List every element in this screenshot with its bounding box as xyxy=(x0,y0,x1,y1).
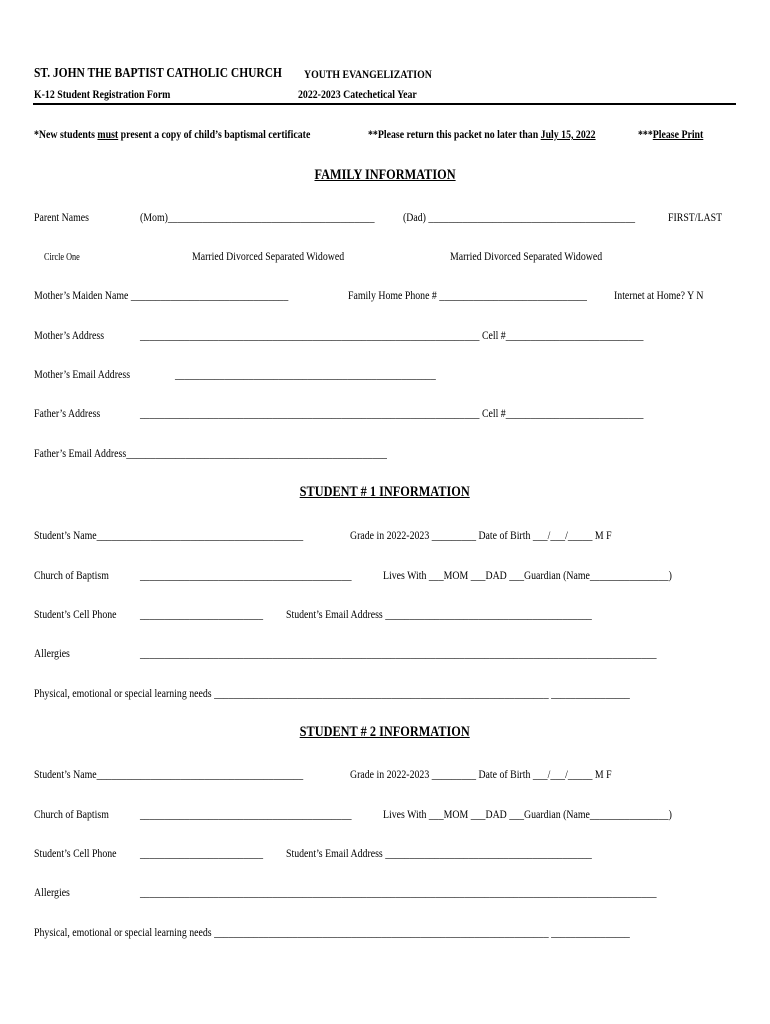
student1-name-field[interactable]: Student’s Name__________________________________________ xyxy=(34,528,304,542)
student2-needs-field[interactable]: Physical, emotional or special learning needs ____________________________________________________________________ ________________ xyxy=(34,925,630,939)
student2-grade-dob-field[interactable]: Grade in 2022-2023 _________ Date of Birth ___/___/_____ M F xyxy=(350,767,612,781)
church-name: ST. JOHN THE BAPTIST CATHOLIC CHURCH xyxy=(34,66,282,81)
mother-email-field[interactable]: _____________________________________________________ xyxy=(175,367,436,381)
father-email-field[interactable]: Father’s Email Address_____________________________________________________ xyxy=(34,446,387,460)
circle-one-label: Circle One xyxy=(44,252,80,263)
baptism-notice-pre: *New students xyxy=(34,127,98,141)
student1-heading xyxy=(0,483,770,501)
internet-at-home[interactable]: Internet at Home? Y N xyxy=(614,288,704,302)
baptism-notice-must: must xyxy=(97,127,119,141)
student1-email-field[interactable]: Student’s Email Address __________________________________________ xyxy=(286,607,592,621)
maiden-name-field[interactable]: Mother’s Maiden Name ________________________________ xyxy=(34,288,289,302)
student1-cell-field[interactable]: _________________________ xyxy=(140,607,263,621)
header-rule xyxy=(33,103,736,105)
student1-lives-with[interactable]: Lives With ___MOM ___DAD ___Guardian (Name________________) xyxy=(383,568,672,582)
ministry-name: YOUTH EVANGELIZATION xyxy=(304,67,432,81)
student1-heading-text: STUDENT # 1 INFORMATION xyxy=(299,484,471,500)
return-date: July 15, 2022 xyxy=(540,127,596,141)
mom-name-field[interactable]: (Mom)__________________________________________ xyxy=(140,210,375,224)
dad-marital-status[interactable]: Married Divorced Separated Widowed xyxy=(450,249,603,263)
student1-church-label: Church of Baptism xyxy=(34,568,109,582)
form-name: K-12 Student Registration Form xyxy=(34,87,171,101)
dad-name-field[interactable]: (Dad) __________________________________________ xyxy=(403,210,636,224)
student1-allergies-label: Allergies xyxy=(34,646,70,660)
student2-lives-with[interactable]: Lives With ___MOM ___DAD ___Guardian (Name________________) xyxy=(383,807,672,821)
parent-names-label: Parent Names xyxy=(34,210,89,224)
student2-allergies-label: Allergies xyxy=(34,885,70,899)
student2-heading xyxy=(0,723,770,741)
student2-name-field[interactable]: Student’s Name__________________________________________ xyxy=(34,767,304,781)
print-notice-text: Please Print xyxy=(652,127,704,141)
father-address-label: Father’s Address xyxy=(34,406,101,420)
student2-church-label: Church of Baptism xyxy=(34,807,109,821)
student1-church-field[interactable]: ___________________________________________ xyxy=(140,568,352,582)
return-notice-pre: **Please return this packet no later than xyxy=(368,127,541,141)
student2-heading-text: STUDENT # 2 INFORMATION xyxy=(299,724,471,740)
mother-email-label: Mother’s Email Address xyxy=(34,367,131,381)
baptism-notice xyxy=(34,127,310,141)
student1-grade-dob-field[interactable]: Grade in 2022-2023 _________ Date of Birth ___/___/_____ M F xyxy=(350,528,612,542)
print-notice-pre: *** xyxy=(638,127,653,141)
return-notice xyxy=(368,127,596,141)
print-notice xyxy=(638,127,703,141)
student1-allergies-field[interactable]: _________________________________________________________________________________________________________ xyxy=(140,646,657,660)
home-phone-field[interactable]: Family Home Phone # ______________________________ xyxy=(348,288,587,302)
mother-address-field[interactable]: _____________________________________________________________________ Cell #____________________________ xyxy=(140,328,644,342)
student2-allergies-field[interactable]: _________________________________________________________________________________________________________ xyxy=(140,885,657,899)
mother-address-label: Mother’s Address xyxy=(34,328,105,342)
family-heading-text: FAMILY INFORMATION xyxy=(314,167,456,183)
catechetical-year: 2022-2023 Catechetical Year xyxy=(298,87,417,101)
student1-cell-label: Student’s Cell Phone xyxy=(34,607,117,621)
mom-marital-status[interactable]: Married Divorced Separated Widowed xyxy=(192,249,345,263)
student2-email-field[interactable]: Student’s Email Address __________________________________________ xyxy=(286,846,592,860)
father-address-field[interactable]: _____________________________________________________________________ Cell #____________________________ xyxy=(140,406,644,420)
student2-cell-label: Student’s Cell Phone xyxy=(34,846,117,860)
student2-cell-field[interactable]: _________________________ xyxy=(140,846,263,860)
family-heading xyxy=(0,166,770,184)
baptism-notice-post: present a copy of child’s baptismal certificate xyxy=(118,127,311,141)
student1-needs-field[interactable]: Physical, emotional or special learning needs ____________________________________________________________________ ________________ xyxy=(34,686,630,700)
student2-church-field[interactable]: ___________________________________________ xyxy=(140,807,352,821)
first-last-note: FIRST/LAST xyxy=(668,210,723,224)
